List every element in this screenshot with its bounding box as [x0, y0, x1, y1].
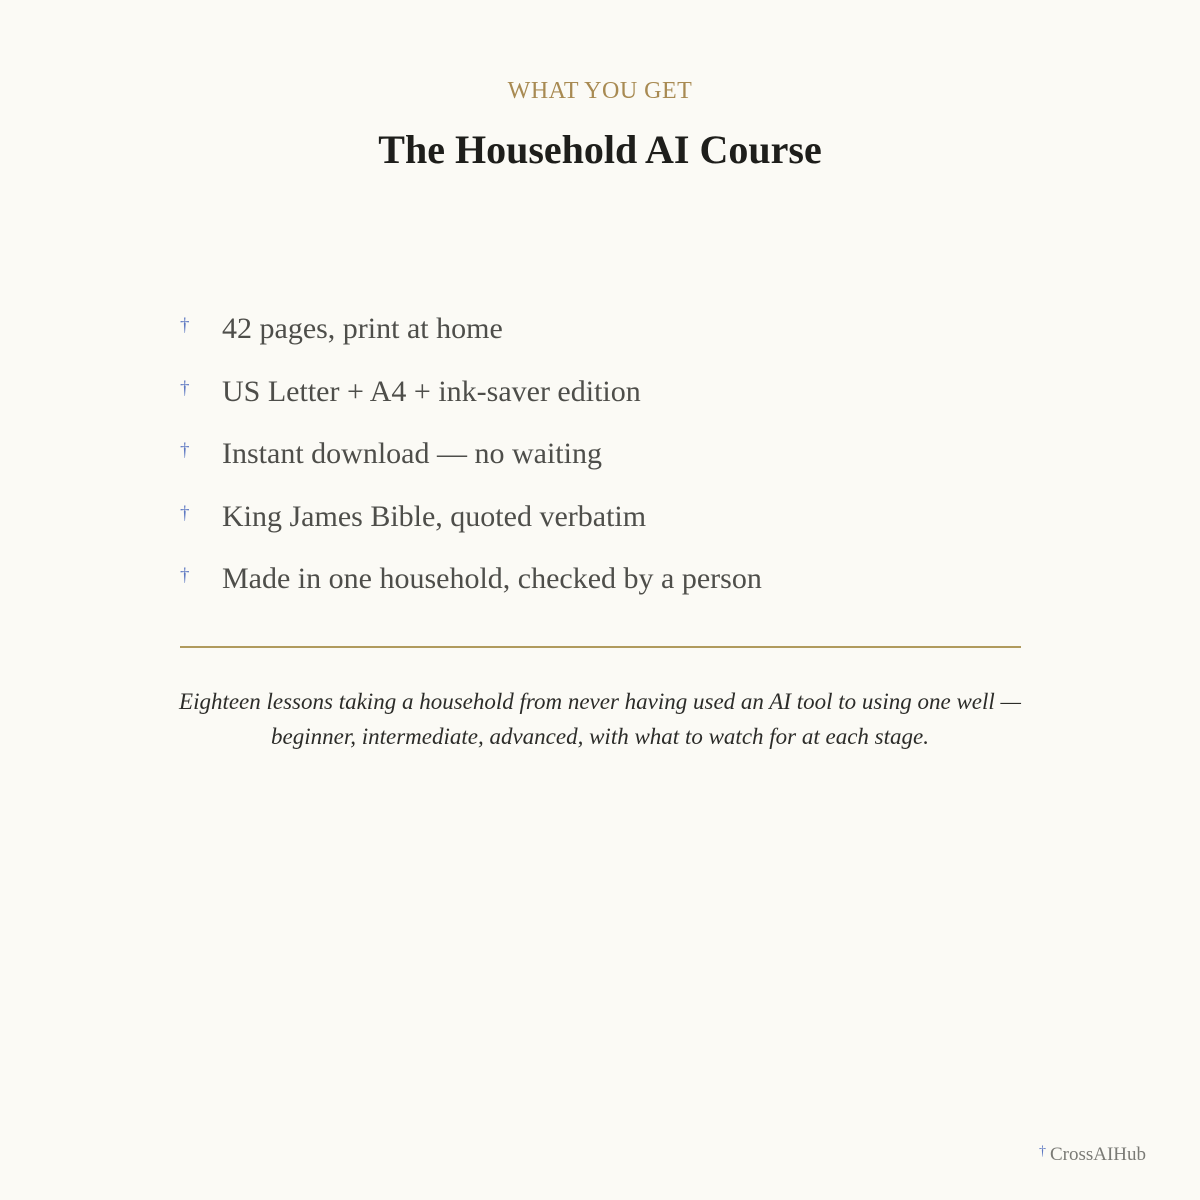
brand-name: CrossAIHub	[1049, 1144, 1146, 1165]
feature-label: Instant download — no waiting	[222, 437, 602, 470]
cross-icon: †	[1038, 1144, 1046, 1159]
cross-icon: †	[180, 377, 190, 399]
feature-label: US Letter + A4 + ink-saver edition	[222, 374, 641, 408]
section-divider	[180, 646, 1021, 648]
page-title: The Household AI Course	[378, 127, 822, 172]
feature-list	[180, 312, 1020, 625]
course-description: Eighteen lessons taking a household from never having used an AI tool to using one well — beginner, intermediate, advanced, with what to watch for at each stage.	[179, 689, 1021, 749]
feature-label: King James Bible, quoted verbatim	[222, 499, 647, 533]
cross-icon: †	[180, 502, 190, 524]
feature-item	[180, 312, 1020, 375]
brand-signature	[1039, 1144, 1146, 1166]
feature-item	[180, 562, 1020, 625]
feature-item	[180, 500, 1020, 563]
cross-icon: †	[180, 440, 190, 461]
eyebrow-label: WHAT YOU GET	[507, 78, 693, 104]
feature-item	[180, 437, 1020, 500]
cross-icon: †	[180, 565, 190, 586]
feature-label: Made in one household, checked by a person	[222, 562, 762, 595]
feature-item	[180, 375, 1020, 438]
feature-label: 42 pages, print at home	[222, 312, 503, 345]
cross-icon: †	[180, 315, 190, 336]
